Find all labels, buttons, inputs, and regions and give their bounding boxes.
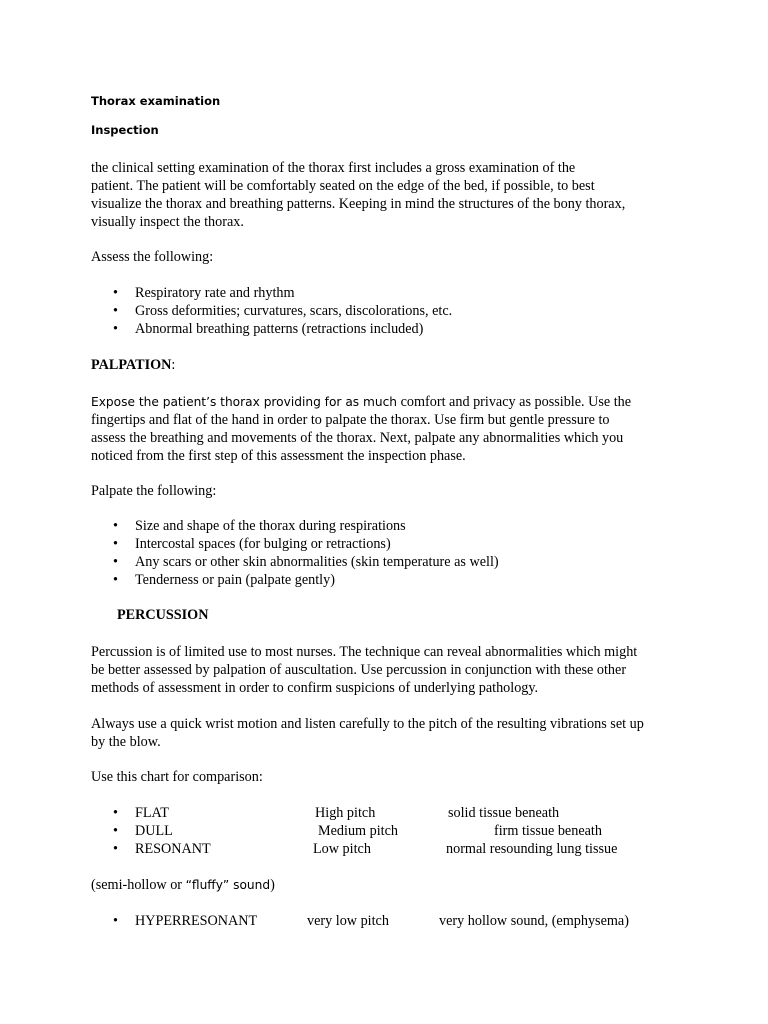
bullet-glyph: • bbox=[113, 536, 118, 552]
bullet-glyph: • bbox=[113, 841, 118, 857]
inspection-heading: Inspection bbox=[91, 123, 159, 137]
palpation-heading bbox=[91, 357, 175, 374]
tissue-description: firm tissue beneath bbox=[494, 823, 602, 839]
list-item: Intercostal spaces (for bulging or retractions) bbox=[135, 536, 391, 552]
paragraph-line: by the blow. bbox=[91, 734, 161, 750]
bullet-glyph: • bbox=[113, 913, 118, 929]
bullet-glyph: • bbox=[113, 823, 118, 839]
tissue-description: solid tissue beneath bbox=[448, 805, 560, 821]
percussion-heading: PERCUSSION bbox=[117, 607, 209, 623]
sound-label: FLAT bbox=[135, 805, 169, 821]
bullet-glyph: • bbox=[113, 554, 118, 570]
bullet-glyph: • bbox=[113, 321, 118, 337]
palpation-heading-text: PALPATION bbox=[91, 357, 172, 373]
bullet-glyph: • bbox=[113, 285, 118, 301]
note-part: ) bbox=[270, 877, 275, 893]
palpation-heading-colon: : bbox=[171, 357, 176, 373]
paragraph-line: Percussion is of limited use to most nurses. The technique can reveal abnormalities which might bbox=[91, 644, 638, 660]
paragraph-line: Always use a quick wrist motion and listen carefully to the pitch of the resulting vibrations set up bbox=[91, 716, 644, 732]
paragraph-line bbox=[91, 393, 691, 411]
sound-label: HYPERRESONANT bbox=[135, 913, 258, 929]
note-part: “fluffy” sound bbox=[185, 878, 271, 892]
list-item: Any scars or other skin abnormalities (skin temperature as well) bbox=[135, 554, 499, 570]
bullet-glyph: • bbox=[113, 518, 118, 534]
pitch-label: Medium pitch bbox=[318, 823, 398, 839]
paragraph-line: visually inspect the thorax. bbox=[91, 214, 244, 230]
pitch-label: Low pitch bbox=[313, 841, 371, 857]
palpation-paragraph bbox=[91, 393, 691, 465]
percussion-paragraph-2 bbox=[91, 715, 691, 751]
paragraph-line: visualize the thorax and breathing patterns. Keeping in mind the structures of the bony thorax, bbox=[91, 196, 626, 212]
list-item: Gross deformities; curvatures, scars, discolorations, etc. bbox=[135, 303, 453, 319]
paragraph-line: the clinical setting examination of the thorax first includes a gross examination of the bbox=[91, 160, 576, 176]
paragraph-line: methods of assessment in order to confirm suspicions of underlying pathology. bbox=[91, 680, 539, 696]
list-item: Respiratory rate and rhythm bbox=[135, 285, 295, 301]
pitch-label: High pitch bbox=[315, 805, 376, 821]
semi-hollow-note bbox=[91, 877, 275, 894]
inspection-paragraph bbox=[91, 159, 691, 231]
paragraph-line: fingertips and flat of the hand in order to palpate the thorax. Use firm but gentle pressure to bbox=[91, 412, 610, 428]
pitch-label: very low pitch bbox=[307, 913, 389, 929]
assess-intro: Assess the following: bbox=[91, 249, 214, 265]
note-part: (semi-hollow or bbox=[91, 877, 186, 893]
document-title: Thorax examination bbox=[91, 94, 221, 108]
tissue-description: very hollow sound, (emphysema) bbox=[439, 913, 629, 929]
sound-label: RESONANT bbox=[135, 841, 211, 857]
paragraph-line-part: comfort and privacy as possible. Use the bbox=[397, 394, 632, 410]
paragraph-line: be better assessed by palpation of auscultation. Use percussion in conjunction with these other bbox=[91, 662, 627, 678]
paragraph-line-part: Expose the patient’s thorax providing for as much bbox=[91, 395, 398, 409]
percussion-paragraph-1 bbox=[91, 643, 691, 697]
paragraph-line: patient. The patient will be comfortably seated on the edge of the bed, if possible, to best bbox=[91, 178, 595, 194]
bullet-glyph: • bbox=[113, 303, 118, 319]
sound-label: DULL bbox=[135, 823, 173, 839]
tissue-description: normal resounding lung tissue bbox=[446, 841, 618, 857]
list-item: Abnormal breathing patterns (retractions included) bbox=[135, 321, 424, 337]
chart-intro: Use this chart for comparison: bbox=[91, 769, 263, 785]
palpate-intro: Palpate the following: bbox=[91, 483, 217, 499]
list-item: Tenderness or pain (palpate gently) bbox=[135, 572, 335, 588]
paragraph-line: assess the breathing and movements of the thorax. Next, palpate any abnormalities which you bbox=[91, 430, 624, 446]
paragraph-line: noticed from the first step of this assessment the inspection phase. bbox=[91, 448, 466, 464]
bullet-glyph: • bbox=[113, 805, 118, 821]
bullet-glyph: • bbox=[113, 572, 118, 588]
list-item: Size and shape of the thorax during respirations bbox=[135, 518, 406, 534]
